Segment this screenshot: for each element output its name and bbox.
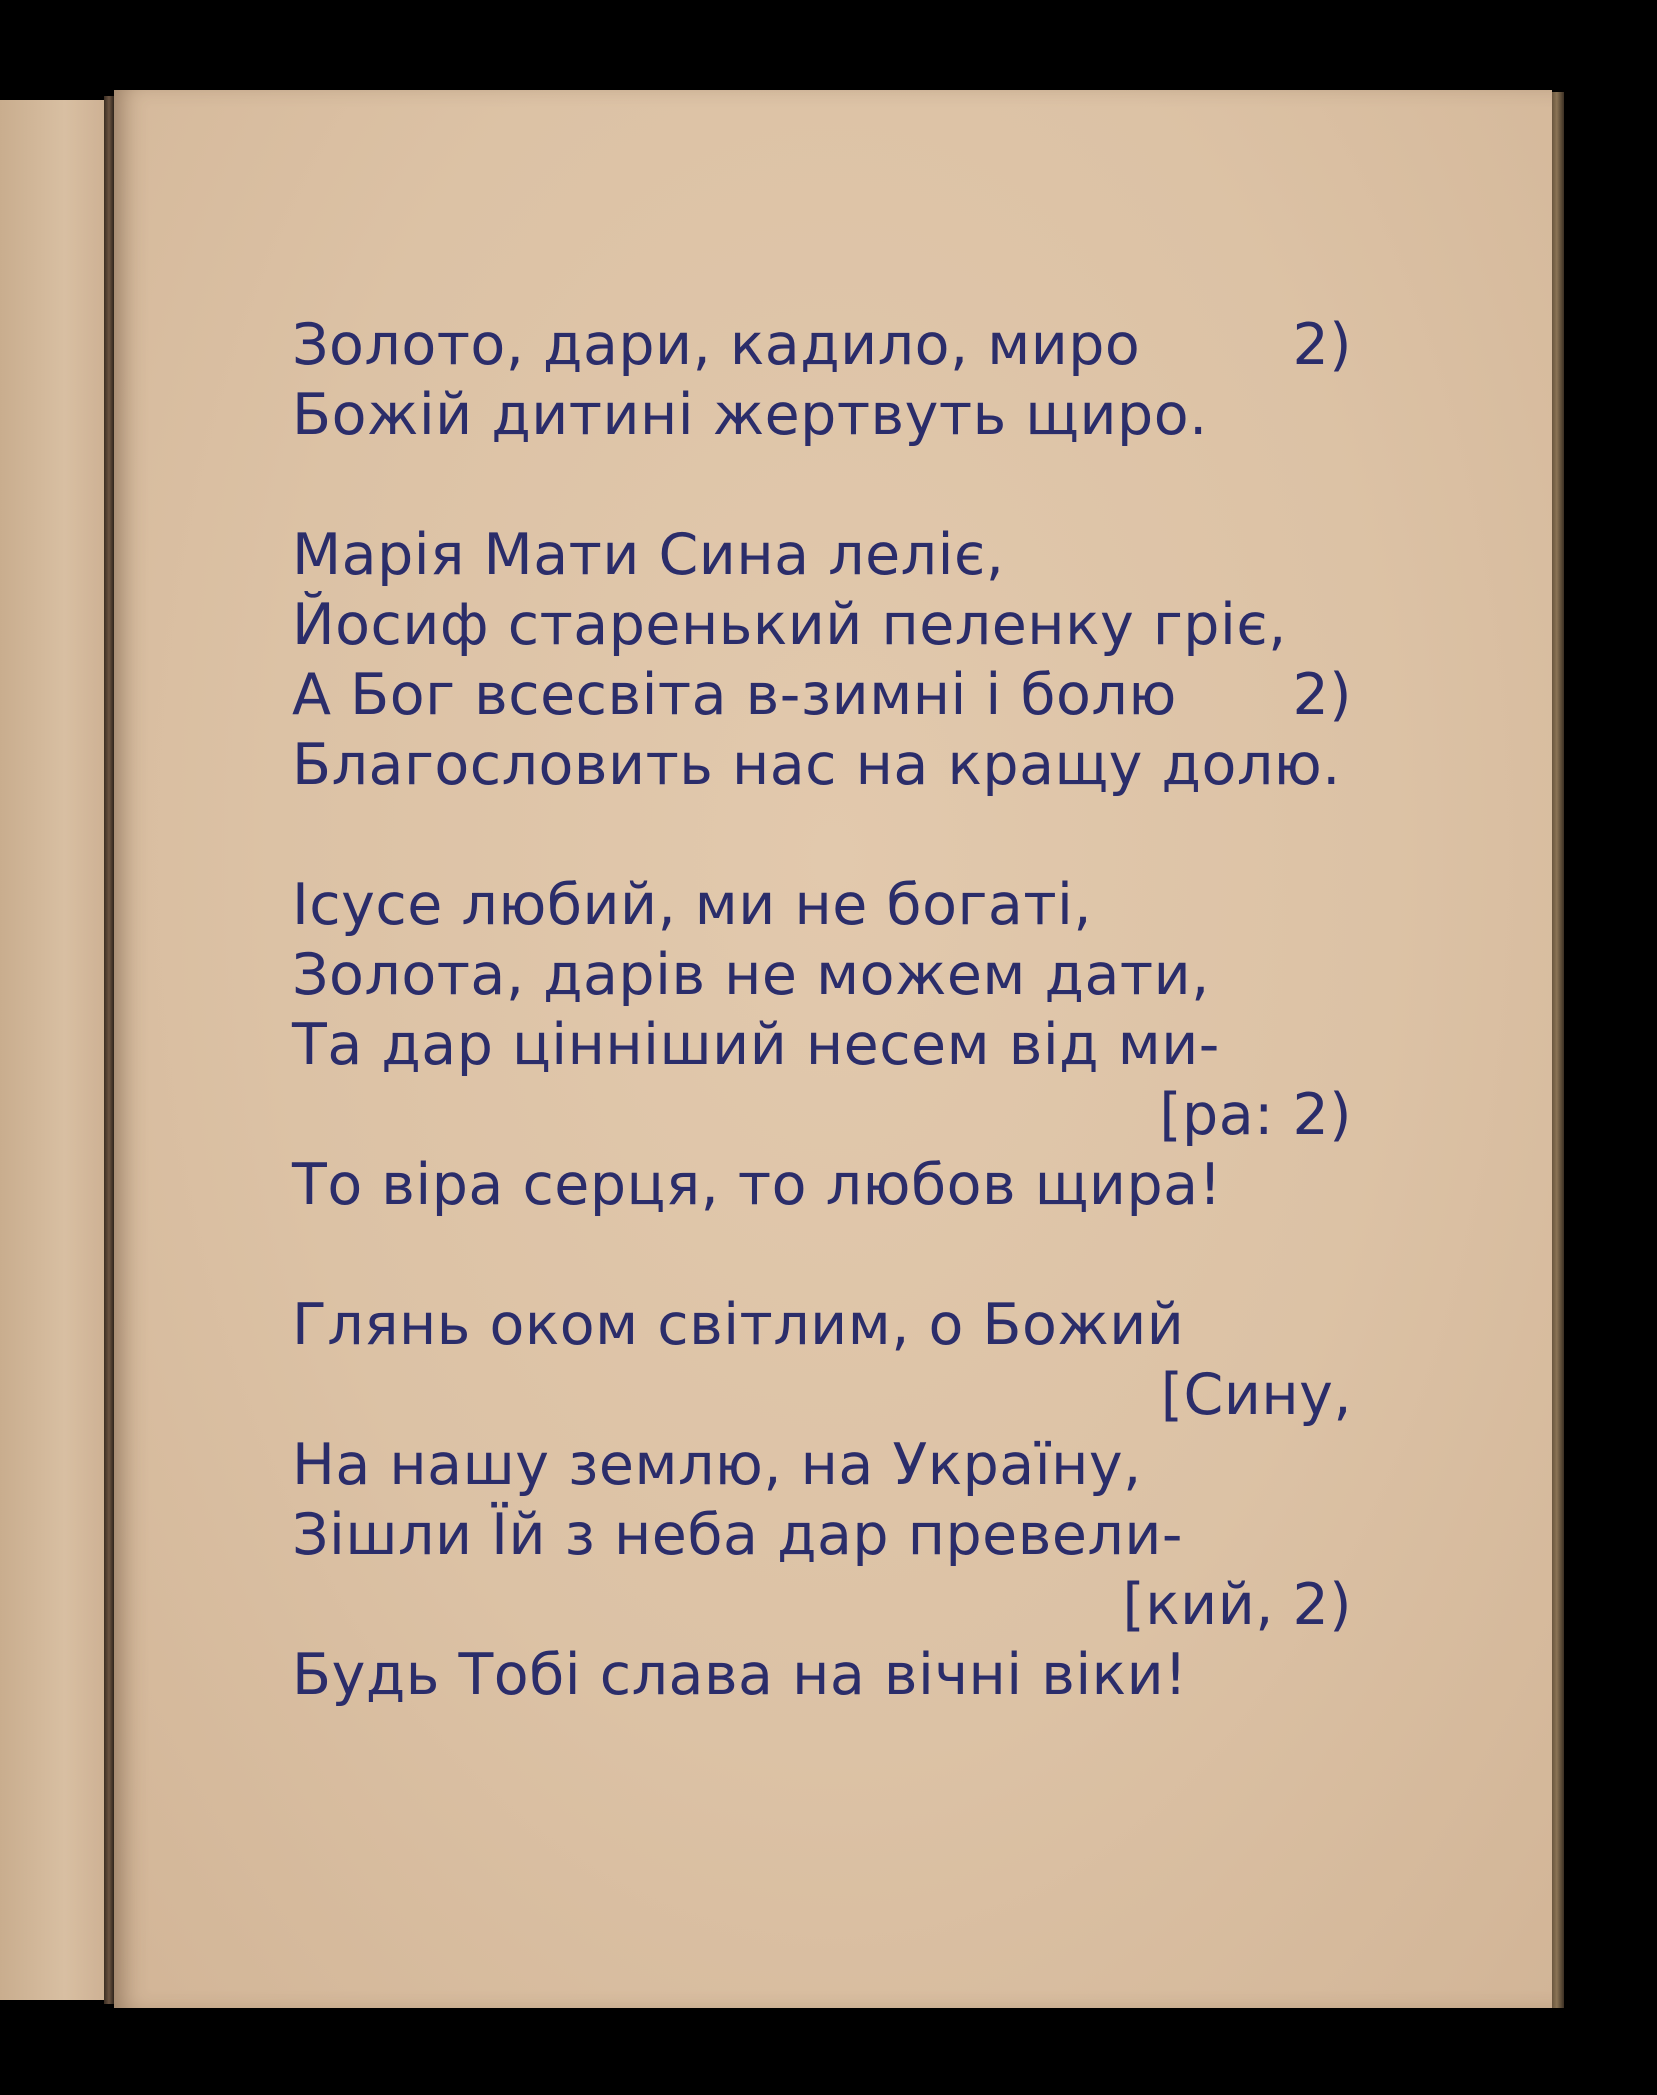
repeat-mark: 2): [1292, 662, 1352, 728]
poem-line-continuation: [ра: 2): [1159, 1082, 1352, 1148]
stanza-2: [292, 520, 1362, 800]
poem-line: Золото, дари, кадило, миро 2): [292, 312, 1352, 378]
poem-line: Золота, дарів не можем дати,: [292, 942, 1210, 1008]
poem-text: [292, 310, 1362, 1780]
poem-line: Та дар цінніший несем від ми-: [292, 1012, 1220, 1078]
repeat-mark: 2): [1292, 312, 1352, 378]
poem-line: Йосиф старенький пеленку гріє,: [292, 592, 1287, 658]
poem-line: Глянь оком світлим, о Божий: [292, 1292, 1185, 1358]
poem-line: Божій дитині жертвуть щиро.: [292, 382, 1208, 448]
poem-line: То віра серця, то любов щира!: [292, 1152, 1222, 1218]
poem-line: Ісусе любий, ми не богаті,: [292, 872, 1092, 938]
poem-line: Благословить нас на кращу долю.: [292, 732, 1341, 798]
right-page-edge: [1552, 92, 1564, 2008]
poem-line-continuation: [Сину,: [1160, 1362, 1352, 1428]
poem-line: Зішли Їй з неба дар превели-: [292, 1502, 1183, 1568]
poem-line: Марія Мати Сина леліє,: [292, 522, 1005, 588]
stanza-3: [292, 870, 1362, 1220]
left-page-edge: [0, 100, 108, 2000]
stanza-1: [292, 310, 1362, 450]
poem-line-continuation: [кий, 2): [1122, 1572, 1352, 1638]
poem-line: На нашу землю, на Україну,: [292, 1432, 1142, 1498]
poem-line: А Бог всесвіта в-зимні і болю 2): [292, 662, 1352, 728]
stanza-4: [292, 1290, 1362, 1710]
poem-line: Будь Тобі слава на вічні віки!: [292, 1642, 1188, 1708]
book-spine: [104, 96, 114, 2004]
